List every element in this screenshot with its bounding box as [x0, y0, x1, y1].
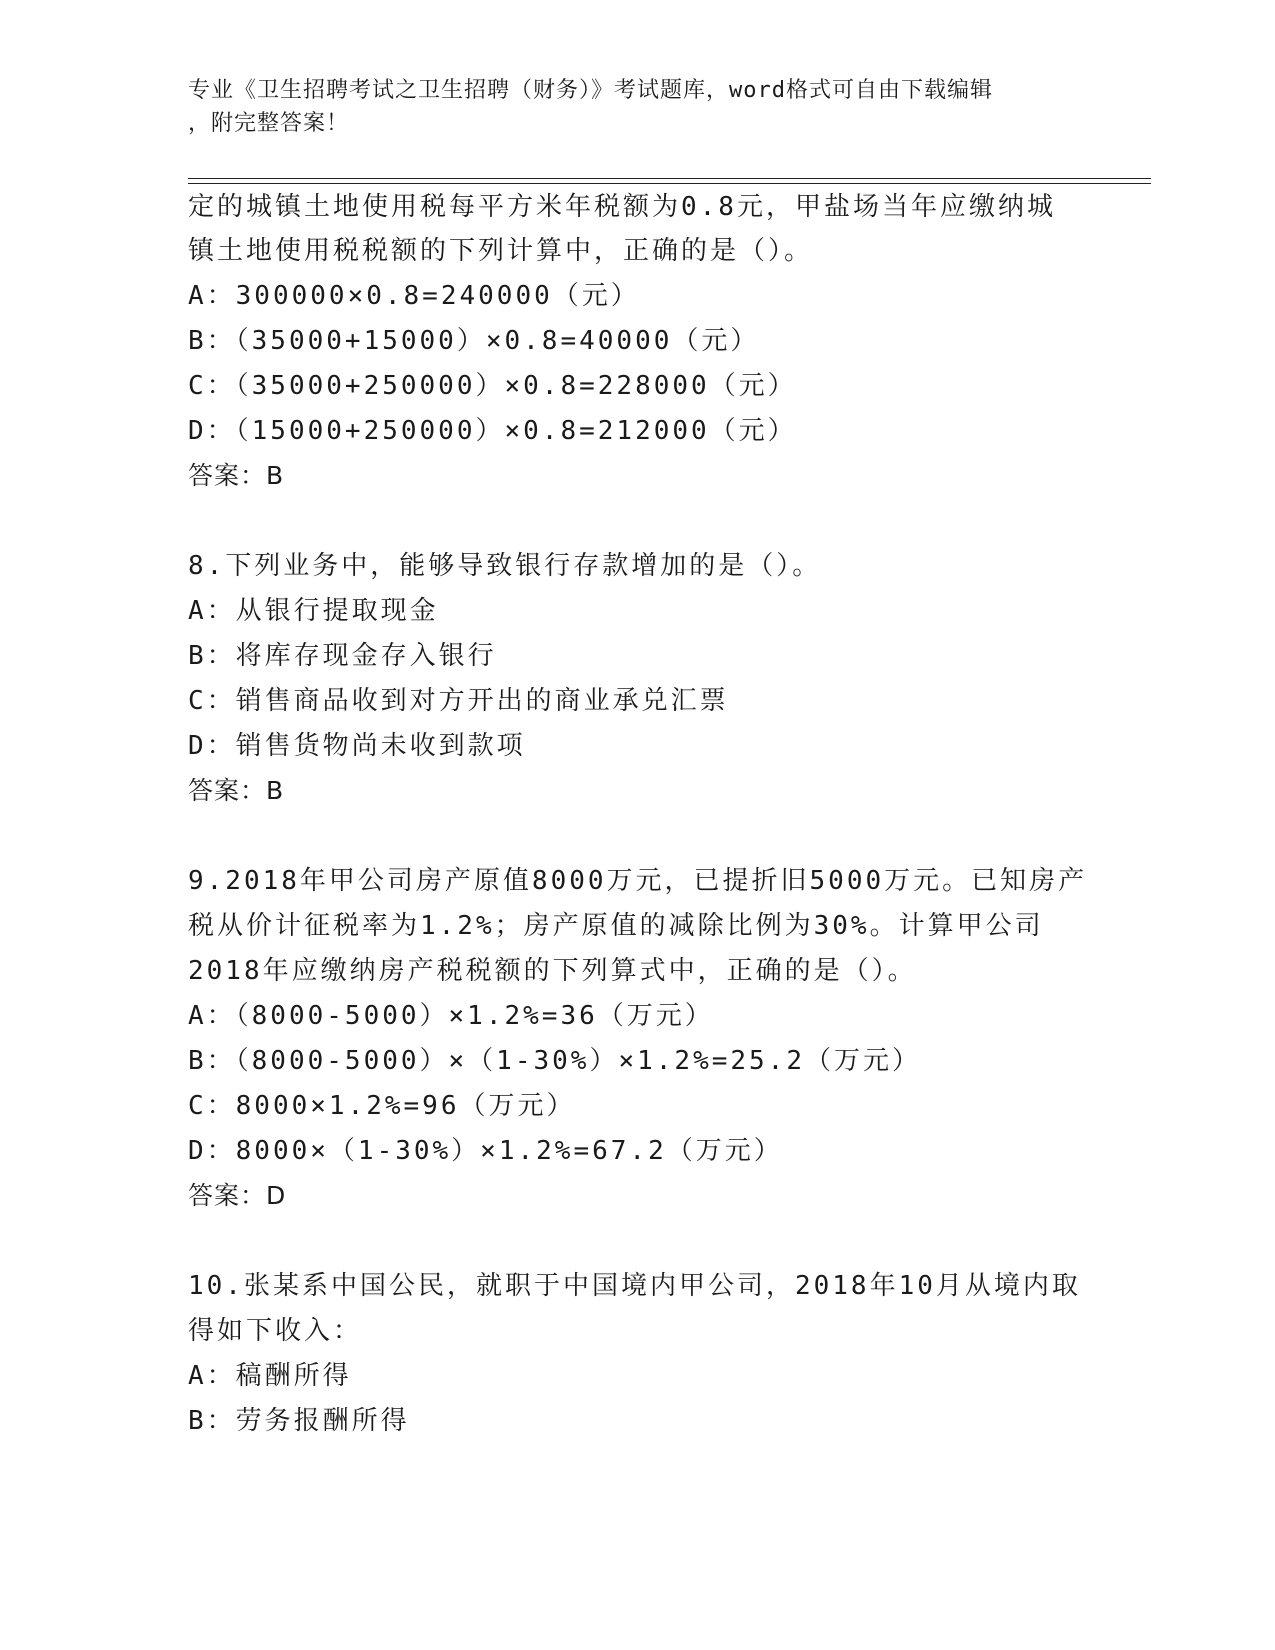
option-d: D：8000×（1-30%）×1.2%=67.2（万元） [188, 1136, 783, 1166]
option-c: C：8000×1.2%=96（万元） [188, 1091, 576, 1121]
option-c: C：销售商品收到对方开出的商业承兑汇票 [188, 686, 729, 716]
question-stem-line: 9.2018年甲公司房产原值8000万元，已提折旧5000万元。已知房产 [188, 866, 1088, 896]
option-c: C：（35000+250000）×0.8=228000（元） [188, 371, 797, 401]
option-b: B：将库存现金存入银行 [188, 641, 497, 671]
option-a: A：（8000-5000）×1.2%=36（万元） [188, 1001, 714, 1031]
question-stem-line: 得如下收入： [188, 1316, 363, 1346]
question-stem-line: 定的城镇土地使用税每平方米年税额为0.8元，甲盐场当年应缴纳城 [188, 192, 1056, 222]
question-stem-line: 税从价计征税率为1.2%；房产原值的减除比例为30%。计算甲公司 [188, 911, 1044, 941]
option-a: A：从银行提取现金 [188, 596, 439, 626]
option-b: B：劳务报酬所得 [188, 1406, 410, 1436]
question-stem-line: 8.下列业务中，能够导致银行存款增加的是（）。 [188, 551, 822, 581]
option-b: B：（8000-5000）×（1-30%）×1.2%=25.2（万元） [188, 1046, 921, 1076]
answer-line: 答案：B [188, 461, 285, 490]
option-a: A：300000×0.8=240000（元） [188, 281, 640, 311]
document-header [188, 74, 1068, 140]
answer-line: 答案：D [188, 1181, 287, 1210]
header-line-2: ，附完整答案！ [188, 111, 350, 136]
header-divider-bottom [188, 183, 1151, 184]
option-b: B：（35000+15000）×0.8=40000（元） [188, 326, 760, 356]
option-d: D：（15000+250000）×0.8=212000（元） [188, 416, 797, 446]
question-stem-line: 镇土地使用税税额的下列计算中，正确的是（）。 [188, 236, 814, 266]
question-stem-line: 2018年应缴纳房产税税额的下列算式中，正确的是（）。 [188, 956, 917, 986]
option-a: A：稿酬所得 [188, 1361, 352, 1391]
answer-line: 答案：B [188, 776, 285, 805]
header-divider-top [188, 178, 1151, 179]
option-d: D：销售货物尚未收到款项 [188, 731, 526, 761]
header-line-1: 专业《卫生招聘考试之卫生招聘（财务）》考试题库，word格式可自由下载编辑 [188, 78, 993, 103]
question-stem-line: 10.张某系中国公民，就职于中国境内甲公司，2018年10月从境内取 [188, 1271, 1081, 1301]
